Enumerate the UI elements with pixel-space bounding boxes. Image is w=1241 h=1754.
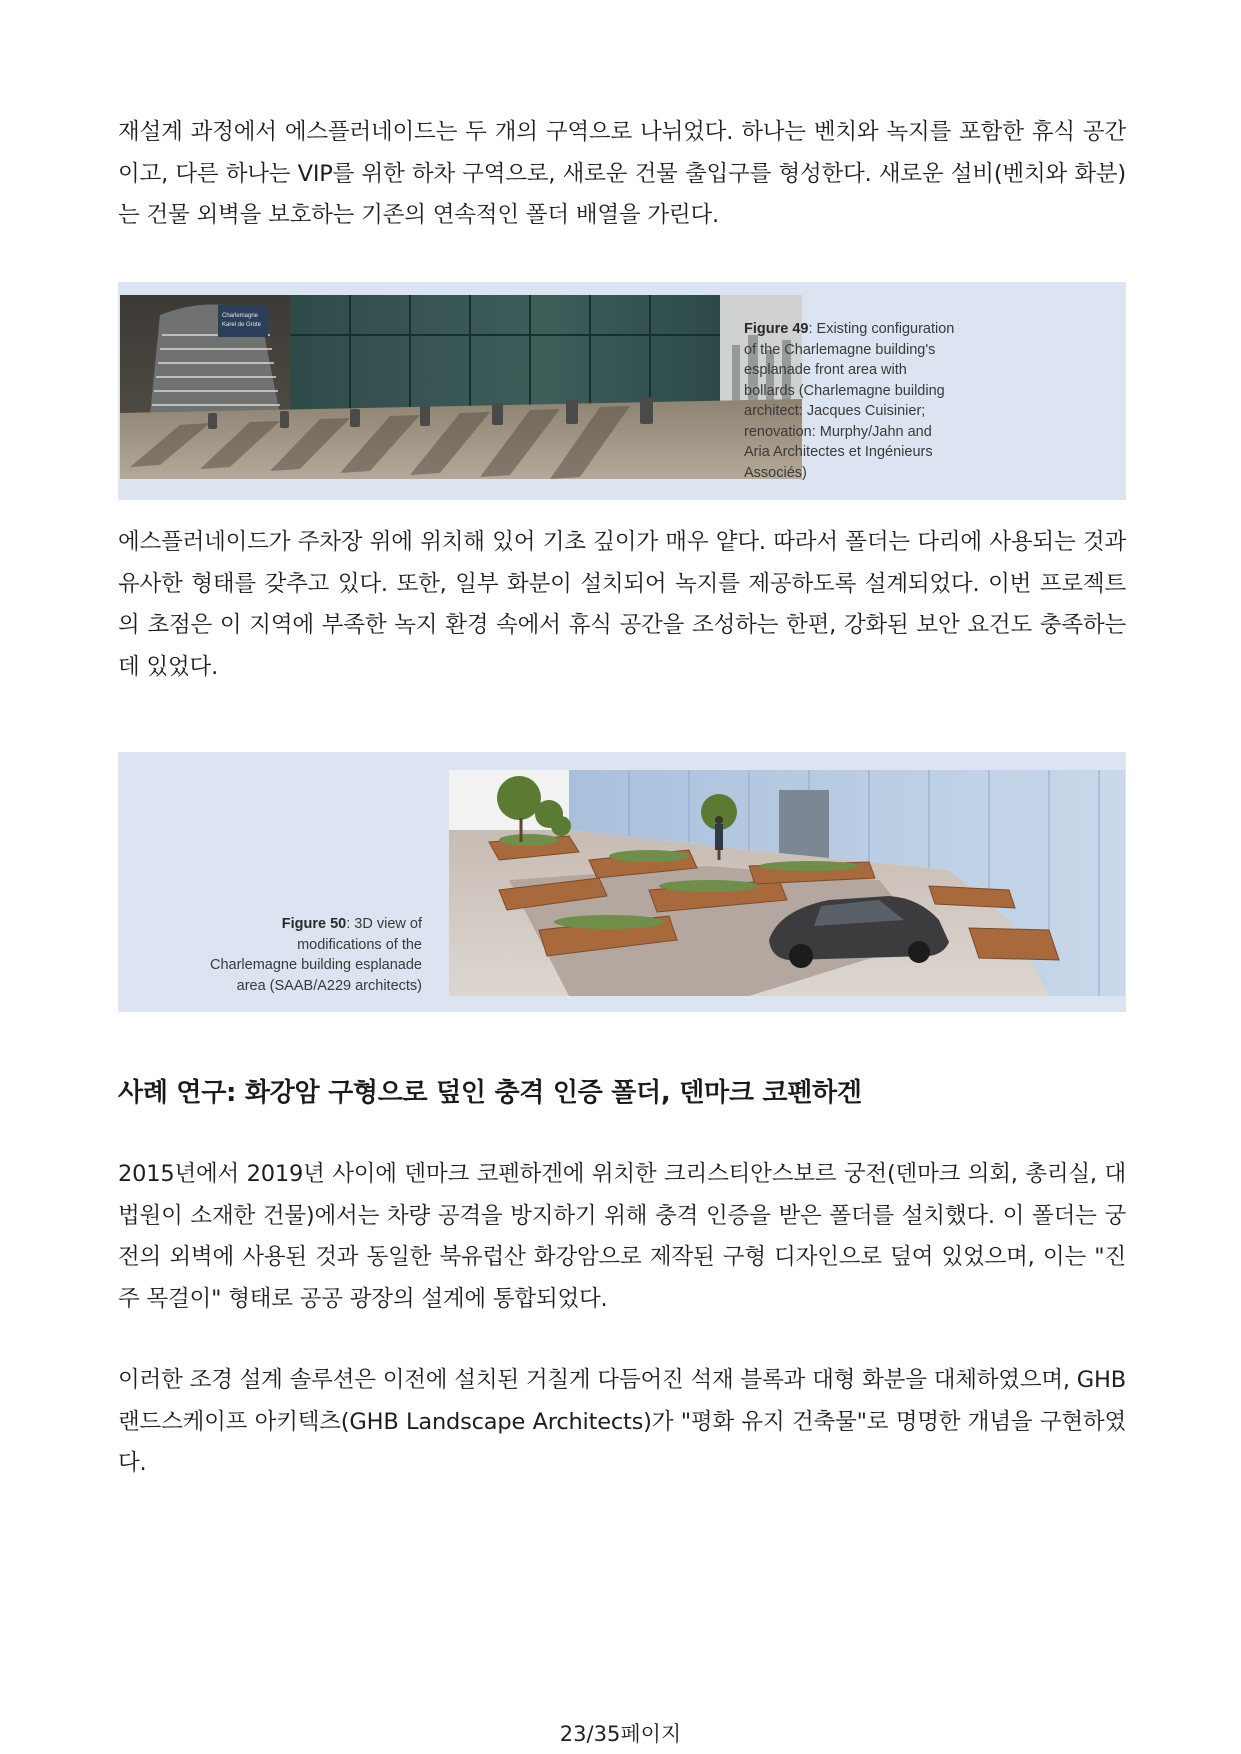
figure-50-caption-line: area (SAAB/A229 architects) <box>236 977 422 994</box>
figure-49-caption-line: Aria Architectes et Ingénieurs <box>744 444 933 460</box>
section-heading: 사례 연구: 화강암 구형으로 덮인 충격 인증 폴더, 덴마크 코펜하겐 <box>118 1078 862 1108</box>
figure-49-label: Figure 49 <box>744 321 809 337</box>
figure-49-caption <box>744 319 974 483</box>
figure-49-caption-line: of the Charlemagne building's <box>744 341 936 358</box>
figure-50-caption-line: : 3D view of <box>346 916 422 932</box>
figure-49-photo <box>120 295 802 479</box>
figure-50-render <box>449 770 1125 996</box>
paragraph-intro: 재설계 과정에서 에스플러네이드는 두 개의 구역으로 나뉘었다. 하나는 벤치와 녹지를 포함한 휴식 공간이고, 다른 하나는 VIP를 위한 하차 구역으로, 새로운 건물 출입구를 형성한다. 새로운 설비(벤치와 화분)는 건물 외벽을 보호하는 기존의 연속적인 폴더 배열을 가린다. <box>118 119 1126 228</box>
figure-50 <box>118 752 1126 1012</box>
figure-50-caption-line: modifications of the <box>297 936 422 953</box>
page-number: 23/35페이지 <box>559 1722 682 1746</box>
figure-49-caption-line: Associés) <box>744 464 807 481</box>
building-sign-line-1: Charlemagne <box>222 313 259 319</box>
figure-50-label: Figure 50 <box>281 916 347 932</box>
figure-49 <box>118 282 1126 500</box>
figure-50-caption-line: Charlemagne building esplanade <box>209 957 422 973</box>
paragraph-case-study: 2015년에서 2019년 사이에 덴마크 코펜하겐에 위치한 크리스티안스보르 궁전(덴마크 의회, 총리실, 대법원이 소재한 건물)에서는 차량 공격을 방지하기 위해 충격 인증을 받은 폴더를 설치했다. 이 폴더는 궁전의 외벽에 사용된 것과 동일한 북유럽산 화강암으로 제작된 구형 디자인으로 덮여 있었으며, 이는 "진주 목걸이" 형태로 공공 광장의 설계에 통합되었다. <box>118 1161 1126 1312</box>
paragraph-esplanade: 에스플러네이드가 주차장 위에 위치해 있어 기초 깊이가 매우 얕다. 따라서 폴더는 다리에 사용되는 것과 유사한 형태를 갖추고 있다. 또한, 일부 화분이 설치되어 녹지를 제공하도록 설계되었다. 이번 프로젝트의 초점은 이 지역에 부족한 녹지 환경 속에서 휴식 공간을 조성하는 한편, 강화된 보안 요건도 충족하는 데 있었다. <box>118 529 1126 680</box>
figure-50-caption <box>158 914 422 996</box>
figure-49-caption-line: bollards (Charlemagne building <box>744 382 945 399</box>
paragraph-landscape-solution: 이러한 조경 설계 솔루션은 이전에 설치된 거칠게 다듬어진 석재 블록과 대형 화분을 대체하였으며, GHB 랜드스케이프 아키텍츠(GHB Landscape Architects)가 "평화 유지 건축물"로 명명한 개념을 구현하였다. <box>118 1367 1126 1476</box>
figure-49-caption-line: : Existing configuration <box>808 321 955 337</box>
figure-49-caption-line: renovation: Murphy/Jahn and <box>744 423 932 440</box>
figure-49-caption-line: esplanade front area with <box>744 362 907 378</box>
building-sign-line-2: Karel de Grote <box>222 322 262 328</box>
figure-49-caption-line: architect: Jacques Cuisinier; <box>744 403 926 419</box>
